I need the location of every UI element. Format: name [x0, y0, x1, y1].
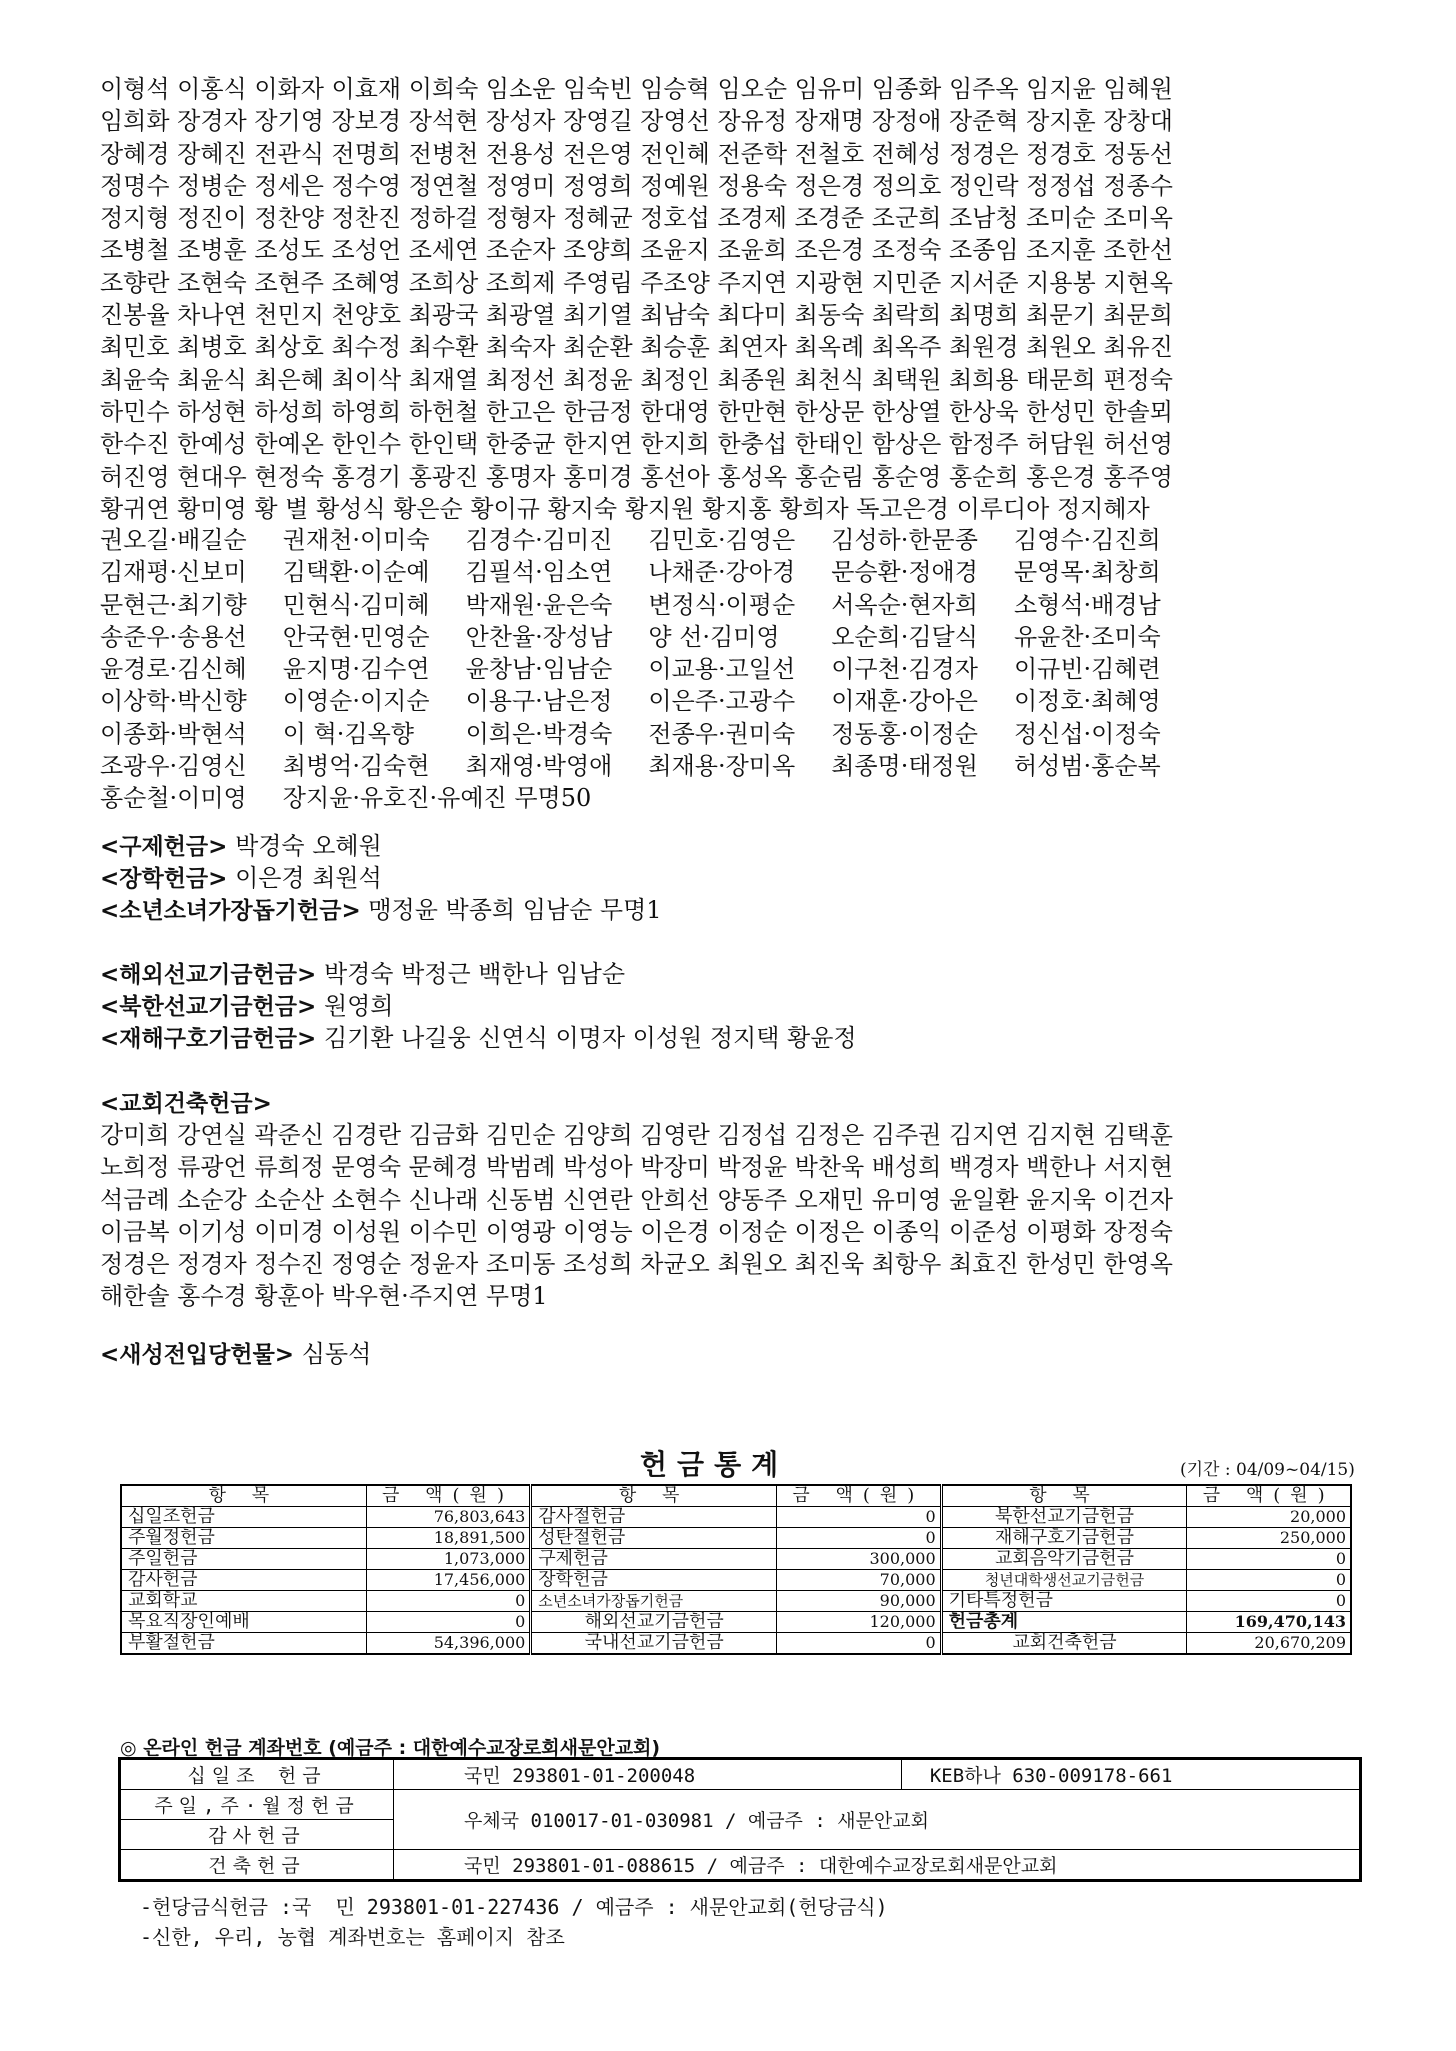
stat-item: 주일헌금 — [121, 1549, 366, 1570]
donor-names-list — [100, 73, 1380, 525]
section-label: <해외선교기금헌금> — [100, 962, 317, 988]
couple-name: 김영수·김진희 — [1013, 526, 1161, 554]
stat-item: 재해구호기금헌금 — [941, 1528, 1187, 1549]
account-number: 국민 293801-01-088615 / 예금주 : 대한예수교장로회새문안교회 — [394, 1850, 1361, 1881]
section-label: <장학헌금> — [100, 866, 228, 892]
couple-name: 윤창남·임남순 — [465, 655, 613, 684]
couple-name: 이재훈·강아은 — [831, 687, 978, 716]
couple-name: 양 선·김미영 — [648, 622, 780, 651]
donor-names-line: 정경은 정경자 정수진 정영순 정윤자 조미동 조성희 차균오 최원오 최진욱 최항우 최효진 한성민 한영옥 — [100, 1250, 1173, 1279]
couple-name: 정동홍·이정순 — [831, 719, 978, 748]
youth-head-offering-section — [100, 894, 662, 927]
couple-name: 장지윤·유호진·유예진 무명50 — [282, 784, 592, 813]
couple-name: 안국현·민영순 — [282, 622, 430, 651]
relief-offering-section — [100, 830, 382, 863]
table-row — [121, 1570, 1351, 1591]
stat-amount: 0 — [366, 1591, 531, 1612]
section-label: <북한선교기금헌금> — [100, 994, 317, 1020]
stat-item: 성탄절헌금 — [531, 1528, 777, 1549]
column-header-item: 항 목 — [941, 1485, 1187, 1507]
section-names: 원영희 — [323, 992, 394, 1020]
scholarship-offering-section — [100, 862, 382, 895]
account-notes — [140, 1892, 888, 1952]
stat-amount: 0 — [1187, 1570, 1351, 1591]
donor-names-line: 한수진 한예성 한예온 한인수 한인택 한중균 한지연 한지희 한충섭 한태인 함상은 함정주 허담원 허선영 — [100, 430, 1173, 459]
couple-name: 변정식·이평순 — [648, 590, 796, 619]
couple-name: 박재원·윤은숙 — [465, 590, 613, 619]
column-header-amount: 금 액(원) — [777, 1485, 942, 1507]
couple-name: 최재용·장미옥 — [648, 752, 796, 781]
donor-names-line: 허진영 현대우 현정숙 홍경기 홍광진 홍명자 홍미경 홍선아 홍성옥 홍순림 홍순영 홍순희 홍은경 홍주영 — [100, 462, 1173, 491]
stat-item: 국내선교기금헌금 — [531, 1633, 777, 1655]
section-names: 이은경 최원석 — [235, 864, 382, 892]
stat-item: 교회건축헌금 — [941, 1633, 1187, 1655]
donor-names-line: 조향란 조현숙 조현주 조혜영 조희상 조희제 주영림 주조양 주지연 지광현 지민준 지서준 지용봉 지현옥 — [100, 268, 1173, 297]
donor-names-line: 석금례 소순강 소순산 소현수 신나래 신동범 신연란 안희선 양동주 오재민 유미영 윤일환 윤지욱 이건자 — [100, 1185, 1173, 1214]
stat-item: 교회학교 — [121, 1591, 366, 1612]
section-label: <재해구호기금헌금> — [100, 1026, 317, 1052]
couple-name: 안찬율·장성남 — [465, 622, 613, 651]
table-row — [120, 1850, 1361, 1881]
couple-name: 허성범·홍순복 — [1013, 752, 1161, 781]
stat-amount: 20,000 — [1187, 1507, 1351, 1528]
couple-name: 홍순철·이미영 — [100, 784, 247, 813]
statistics-period: (기간 : 04/09~04/15) — [1180, 1460, 1355, 1480]
stat-amount: 54,396,000 — [366, 1633, 531, 1655]
couple-row — [100, 653, 1380, 685]
stat-amount: 0 — [366, 1612, 531, 1633]
stat-amount: 0 — [1187, 1591, 1351, 1612]
couple-name: 조광우·김영신 — [100, 752, 247, 781]
account-note: -신한, 우리, 농협 계좌번호는 홈페이지 참조 — [140, 1925, 565, 1949]
couple-name: 권오길·배길순 — [100, 526, 247, 554]
couple-name: 김재평·신보미 — [100, 558, 247, 587]
couple-name: 유윤찬·조미숙 — [1013, 622, 1161, 651]
couple-row — [100, 556, 1380, 588]
stat-amount: 120,000 — [777, 1612, 942, 1633]
couple-row — [100, 685, 1380, 717]
stat-item: 북한선교기금헌금 — [941, 1507, 1187, 1528]
donor-names-line: 장혜경 장혜진 전관식 전명희 전병천 전용성 전은영 전인혜 전준학 전철호 전혜성 정경은 정경호 정동선 — [100, 139, 1173, 168]
section-names: 김기환 나길웅 신연식 이명자 이성원 정지택 황윤정 — [323, 1024, 857, 1052]
stat-item-total: 헌금총계 — [941, 1612, 1187, 1633]
offering-statistics-table — [120, 1484, 1352, 1655]
section-names: 박경숙 오혜원 — [235, 832, 382, 860]
stat-amount-total: 169,470,143 — [1187, 1612, 1351, 1633]
building-offering-section — [100, 1087, 272, 1120]
donor-names-line: 이형석 이홍식 이화자 이효재 이희숙 임소운 임숙빈 임승혁 임오순 임유미 임종화 임주옥 임지윤 임혜원 — [100, 75, 1173, 103]
donor-names-line: 최윤숙 최윤식 최은혜 최이삭 최재열 최정선 최정윤 최정인 최종원 최천식 최택원 최희용 태문희 편정숙 — [100, 365, 1173, 394]
couple-name: 김성하·한문종 — [831, 526, 978, 554]
couple-name: 김필석·임소연 — [465, 558, 613, 587]
table-row — [121, 1528, 1351, 1549]
online-account-title: ◎ 온라인 헌금 계좌번호 (예금주 : 대한예수교장로회새문안교회) — [120, 1737, 661, 1759]
couple-donors-grid — [100, 524, 1380, 815]
couple-name: 문영목·최창희 — [1013, 558, 1161, 587]
column-header-amount: 금 액(원) — [1187, 1485, 1351, 1507]
account-label: 감사헌금 — [120, 1820, 394, 1850]
stat-item: 기타특정헌금 — [941, 1591, 1187, 1612]
couple-row — [100, 750, 1380, 782]
stat-amount: 20,670,209 — [1187, 1633, 1351, 1655]
table-row — [121, 1507, 1351, 1528]
stat-item: 소년소녀가장돕기헌금 — [531, 1591, 777, 1612]
table-row — [121, 1633, 1351, 1655]
stat-amount: 1,073,000 — [366, 1549, 531, 1570]
couple-name: 최종명·태정원 — [831, 752, 978, 781]
column-header-amount: 금 액(원) — [366, 1485, 531, 1507]
stat-amount: 70,000 — [777, 1570, 942, 1591]
couple-name: 윤경로·김신혜 — [100, 655, 247, 684]
stat-item: 해외선교기금헌금 — [531, 1612, 777, 1633]
donor-names-line: 조병철 조병훈 조성도 조성언 조세연 조순자 조양희 조윤지 조윤희 조은경 조정숙 조종임 조지훈 조한선 — [100, 236, 1173, 265]
table-header-row — [121, 1485, 1351, 1507]
section-label: <새성전입당헌물> — [100, 1342, 295, 1368]
account-number: KEB하나 630-009178-661 — [901, 1759, 1360, 1790]
couple-name: 이상학·박신향 — [100, 687, 247, 716]
donor-names-line: 정지형 정진이 정찬양 정찬진 정하걸 정형자 정혜균 정호섭 조경제 조경준 조군희 조남청 조미순 조미옥 — [100, 204, 1173, 233]
couple-name: 서옥순·현자희 — [831, 590, 978, 619]
stat-amount: 76,803,643 — [366, 1507, 531, 1528]
account-label: 십일조 헌금 — [120, 1759, 394, 1790]
account-label: 주일,주·월정헌금 — [120, 1790, 394, 1820]
couple-name: 이구천·김경자 — [831, 655, 978, 684]
donor-names-line: 하민수 하성현 하성희 하영희 하헌철 한고은 한금정 한대영 한만현 한상문 한상열 한상욱 한성민 한솔뫼 — [100, 397, 1173, 426]
couple-name: 이규빈·김혜련 — [1013, 655, 1161, 684]
stat-item: 주월정헌금 — [121, 1528, 366, 1549]
stat-item: 감사헌금 — [121, 1570, 366, 1591]
couple-name: 이용구·남은정 — [465, 687, 613, 716]
stat-amount: 0 — [777, 1633, 942, 1655]
donor-names-line: 진봉율 차나연 천민지 천양호 최광국 최광열 최기열 최남숙 최다미 최동숙 최락희 최명희 최문기 최문희 — [100, 301, 1173, 330]
stat-item: 교회음악기금헌금 — [941, 1549, 1187, 1570]
couple-name: 오순희·김달식 — [831, 622, 978, 651]
couple-row — [100, 621, 1380, 653]
section-label: <교회건축헌금> — [100, 1091, 272, 1117]
overseas-mission-section — [100, 958, 625, 991]
couple-name: 나채준·강아경 — [648, 558, 796, 587]
couple-name: 최병억·김숙현 — [282, 752, 430, 781]
couple-name: 윤지명·김수연 — [282, 655, 430, 684]
couple-name: 정신섭·이정숙 — [1013, 719, 1161, 748]
section-names: 박경숙 박정근 백한나 임남순 — [323, 960, 626, 988]
couple-row — [100, 589, 1380, 621]
stat-item: 감사절헌금 — [531, 1507, 777, 1528]
account-label: 건축헌금 — [120, 1850, 394, 1881]
donor-names-line: 해한솔 홍수경 황훈아 박우현·주지연 무명1 — [100, 1282, 548, 1311]
donor-names-line: 황귀연 황미영 황 별 황성식 황은순 황이규 황지숙 황지원 황지홍 황희자 독고은경 이루디아 정지혜자 — [100, 494, 1150, 523]
stat-amount: 250,000 — [1187, 1528, 1351, 1549]
stat-item: 십일조헌금 — [121, 1507, 366, 1528]
stat-item: 구제헌금 — [531, 1549, 777, 1570]
couple-name: 민현식·김미혜 — [282, 590, 430, 619]
account-note: -헌당금식헌금 :국 민 293801-01-227436 / 예금주 : 새문안교회(헌당금식) — [140, 1895, 888, 1919]
table-row — [121, 1591, 1351, 1612]
table-row — [120, 1759, 1361, 1790]
offering-statistics-title: 헌금통계 — [640, 1448, 789, 1481]
couple-name: 이교용·고일선 — [648, 655, 796, 684]
couple-name: 문현근·최기향 — [100, 590, 247, 619]
column-header-item: 항 목 — [531, 1485, 777, 1507]
couple-name: 김택환·이순예 — [282, 558, 430, 587]
stat-amount: 0 — [777, 1507, 942, 1528]
couple-name: 전종우·권미숙 — [648, 719, 796, 748]
couple-name: 이은주·고광수 — [648, 687, 796, 716]
stat-amount: 0 — [777, 1528, 942, 1549]
donor-names-line: 노희정 류광언 류희정 문영숙 문혜경 박범례 박성아 박장미 박정윤 박찬욱 배성희 백경자 백한나 서지현 — [100, 1153, 1173, 1182]
donor-names-line: 강미희 강연실 곽준신 김경란 김금화 김민순 김양희 김영란 김정섭 김정은 김주권 김지연 김지현 김택훈 — [100, 1121, 1173, 1149]
stat-amount: 18,891,500 — [366, 1528, 531, 1549]
section-names: 맹정윤 박종희 임남순 무명1 — [368, 896, 662, 924]
stat-item: 목요직장인예배 — [121, 1612, 366, 1633]
account-number: 우체국 010017-01-030981 / 예금주 : 새문안교회 — [394, 1790, 1361, 1850]
couple-name: 김민호·김영은 — [648, 526, 796, 554]
stat-amount: 0 — [1187, 1549, 1351, 1570]
stat-amount: 90,000 — [777, 1591, 942, 1612]
couple-row — [100, 782, 1380, 814]
stat-item: 청년대학생선교기금헌금 — [941, 1570, 1187, 1591]
couple-name: 김경수·김미진 — [465, 526, 613, 554]
section-names: 심동석 — [301, 1340, 372, 1368]
couple-name: 이영순·이지순 — [282, 687, 430, 716]
couple-name: 권재천·이미숙 — [282, 526, 430, 554]
stat-item: 부활절헌금 — [121, 1633, 366, 1655]
stat-amount: 300,000 — [777, 1549, 942, 1570]
donor-names-line: 정명수 정병순 정세은 정수영 정연철 정영미 정영희 정예원 정용숙 정은경 정의호 정인락 정정섭 정종수 — [100, 171, 1173, 200]
building-donor-names — [100, 1119, 1380, 1313]
couple-name: 이정호·최혜영 — [1013, 687, 1161, 716]
couple-name: 송준우·송용선 — [100, 622, 247, 651]
section-label: <구제헌금> — [100, 834, 228, 860]
table-row — [121, 1549, 1351, 1570]
disaster-relief-section — [100, 1022, 857, 1055]
table-row — [120, 1790, 1361, 1820]
online-account-table — [118, 1757, 1362, 1882]
donor-names-line: 최민호 최병호 최상호 최수정 최수환 최숙자 최순환 최승훈 최연자 최옥례 최옥주 최원경 최원오 최유진 — [100, 333, 1173, 362]
couple-name: 이종화·박현석 — [100, 719, 247, 748]
donor-names-line: 임희화 장경자 장기영 장보경 장석현 장성자 장영길 장영선 장유정 장재명 장정애 장준혁 장지훈 장창대 — [100, 107, 1173, 136]
couple-row — [100, 718, 1380, 750]
couple-name: 이희은·박경숙 — [465, 719, 613, 748]
couple-row — [100, 524, 1380, 556]
couple-name: 이 혁·김옥향 — [282, 719, 414, 748]
stat-amount: 17,456,000 — [366, 1570, 531, 1591]
couple-name: 최재영·박영애 — [465, 752, 613, 781]
new-sanctuary-gift-section — [100, 1338, 371, 1371]
section-label: <소년소녀가장돕기헌금> — [100, 898, 361, 924]
table-row — [121, 1612, 1351, 1633]
column-header-item: 항 목 — [121, 1485, 366, 1507]
account-number: 국민 293801-01-200048 — [394, 1759, 902, 1790]
couple-name: 소형석·배경남 — [1013, 590, 1161, 619]
north-korea-mission-section — [100, 990, 394, 1023]
stat-item: 장학헌금 — [531, 1570, 777, 1591]
couple-name: 문승환·정애경 — [831, 558, 978, 587]
donor-names-line: 이금복 이기성 이미경 이성원 이수민 이영광 이영능 이은경 이정순 이정은 이종익 이준성 이평화 장정숙 — [100, 1217, 1173, 1246]
